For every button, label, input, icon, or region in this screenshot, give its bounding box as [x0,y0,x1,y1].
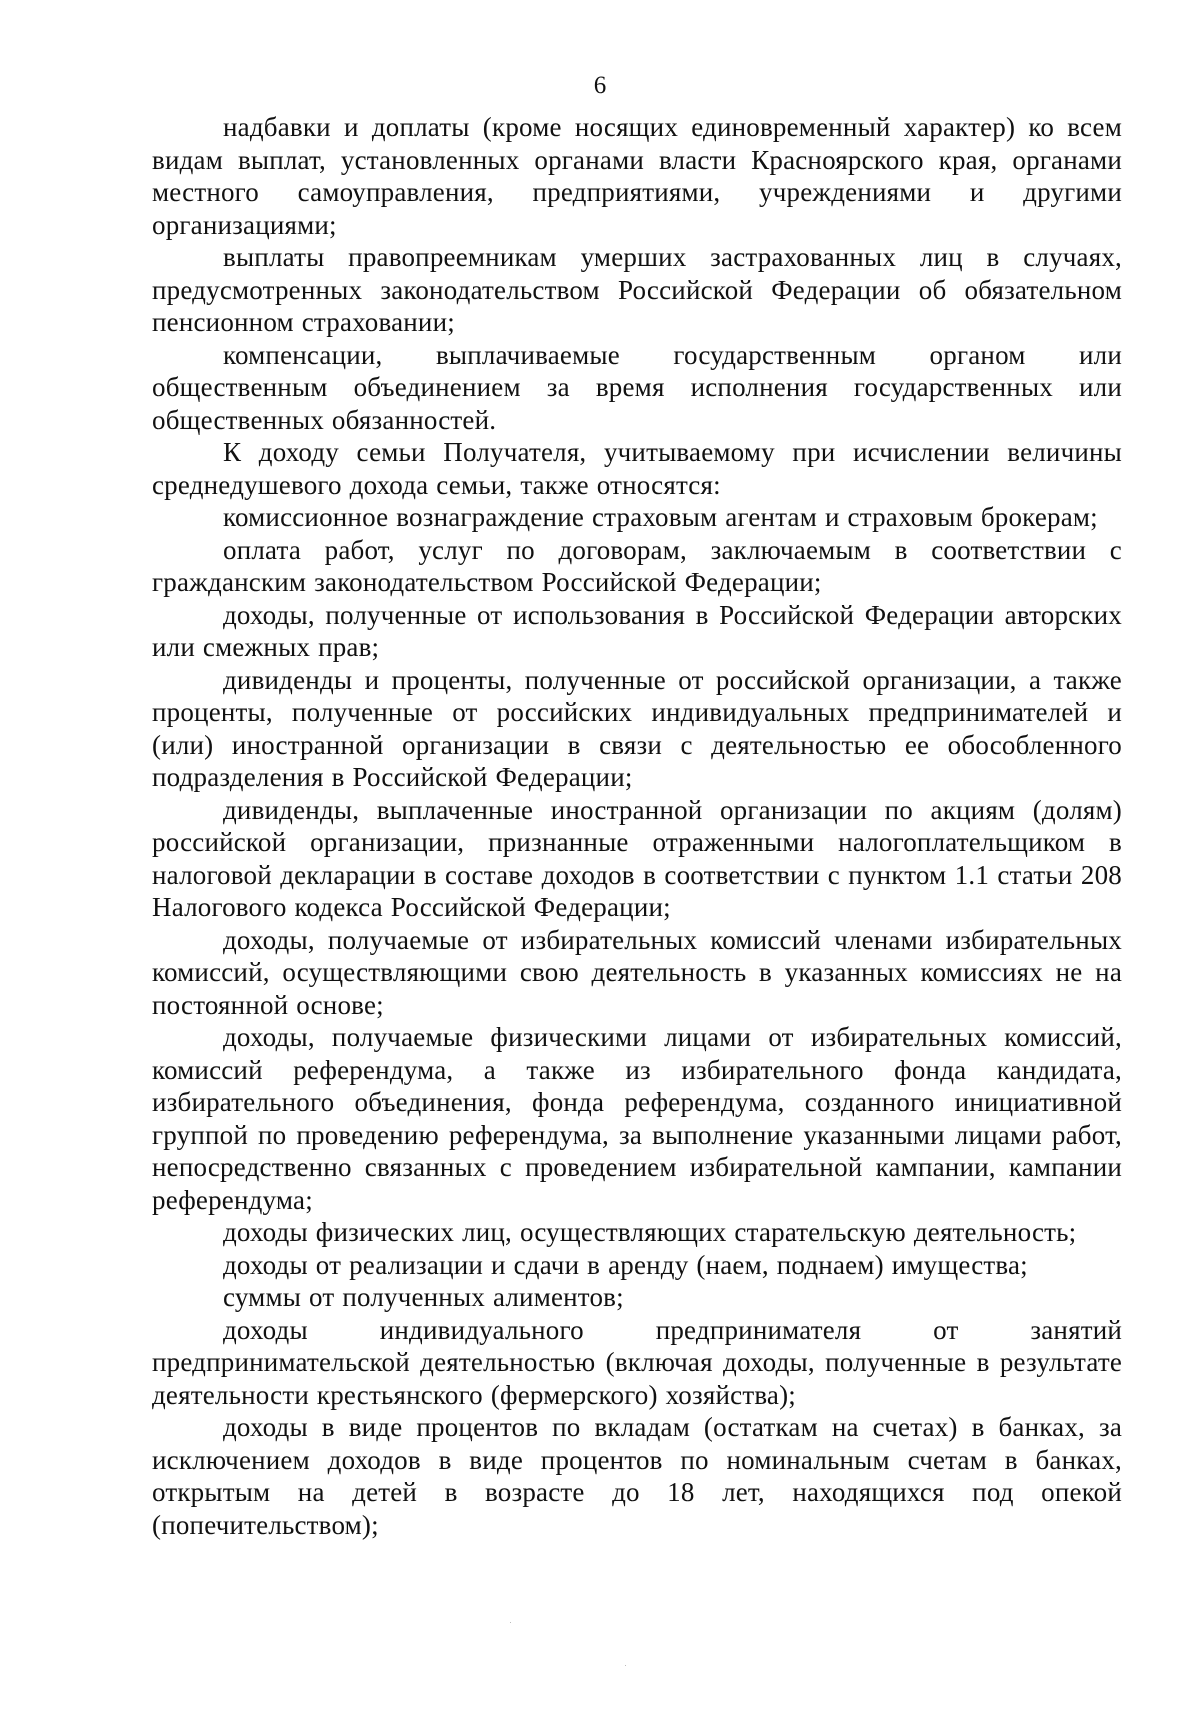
paragraph: доходы в виде процентов по вкладам (остаткам на счетах) в банках, за исключением доходов в виде процентов по номинальным счетам в банках, открытым на детей в возрасте до 18 лет, находящихся под опекой (попечительством); [152,1412,1122,1540]
paragraph: доходы, получаемые от избирательных комиссий членами избирательных комиссий, осуществляющими свою деятельность в указанных комиссиях не на постоянной основе; [152,924,1122,1020]
paragraph: комиссионное вознаграждение страховым агентам и страховым брокерам; [223,502,1098,532]
paragraph: выплаты правопреемникам умерших застрахованных лиц в случаях, предусмотренных законодательством Российской Федерации об обязательном пенсионном страховании; [152,242,1122,337]
scan-speck [625,1665,626,1666]
page-number: 6 [593,72,607,99]
paragraph: доходы, получаемые физическими лицами от избирательных комиссий, комиссий референдума, а также из избирательного фонда кандидата, избирательного объединения, фонда референдума, созданного инициативной группой по проведению референдума, за выполнение указанными лицами работ, непосредственно связанных с проведением избирательной кампании, кампании референдума; [152,1022,1122,1215]
paragraph: надбавки и доплаты (кроме носящих единовременный характер) ко всем видам выплат, установленных органами власти Красноярского края, органами местного самоуправления, предприятиями, учреждениями и другими организациями; [152,112,1122,240]
scan-speck [510,1622,511,1623]
paragraph: дивиденды и проценты, полученные от российской организации, а также проценты, полученные от российских индивидуальных предпринимателей и (или) иностранной организации в связи с деятельностью ее обособленного подразделения в Российской Федерации; [152,664,1122,792]
paragraph: доходы индивидуального предпринимателя от занятий предпринимательской деятельностью (включая доходы, полученные в результате деятельности крестьянского (фермерского) хозяйства); [152,1314,1122,1410]
paragraph: доходы от реализации и сдачи в аренду (наем, поднаем) имущества; [223,1249,1028,1280]
paragraph: доходы, полученные от использования в Российской Федерации авторских или смежных прав; [152,599,1122,662]
paragraph: оплата работ, услуг по договорам, заключаемым в соответствии с гражданским законодательством Российской Федерации; [152,534,1122,597]
paragraph: суммы от полученных алиментов; [223,1282,624,1312]
paragraph: К доходу семьи Получателя, учитываемому при исчислении величины среднедушевого дохода семьи, также относятся: [152,437,1122,500]
document-body [152,111,1122,1541]
paragraph: дивиденды, выплаченные иностранной организации по акциям (долям) российской организации, признанные отраженными налогоплательщиком в налоговой декларации в составе доходов в соответствии с пунктом 1.1 статьи 208 Налогового кодекса Российской Федерации; [152,794,1122,922]
paragraph: компенсации, выплачиваемые государственным органом или общественным объединением за время исполнения государственных или общественных обязанностей. [152,339,1122,435]
paragraph: доходы физических лиц, осуществляющих старательскую деятельность; [223,1217,1077,1247]
